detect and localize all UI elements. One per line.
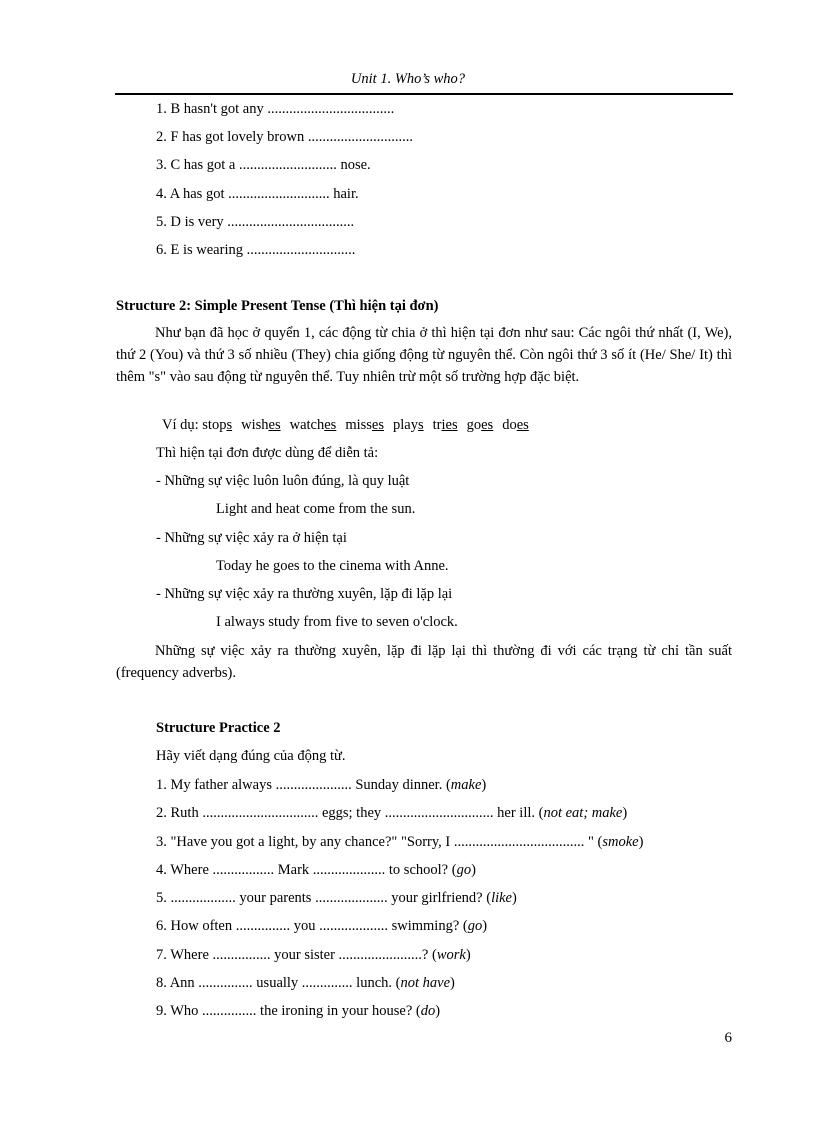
practice-instruction: Hãy viết dạng đúng của động từ.: [156, 748, 346, 764]
practice-item: 9. Who ............... the ironing in your house? (do): [156, 1003, 441, 1019]
practice-item: 4. Where ................. Mark .................... to school? (go): [156, 862, 476, 878]
practice-item: 6. How often ............... you ................... swimming? (go): [156, 918, 488, 934]
usage-intro: Thì hiện tại đơn được dùng để diễn tả:: [156, 445, 379, 461]
example-label: Ví dụ:: [162, 417, 199, 433]
example-words: [202, 417, 538, 433]
usage-rule: - Những sự việc luôn luôn đúng, là quy luật: [156, 473, 410, 489]
verb-hint: like: [491, 890, 512, 906]
running-header: Unit 1. Who’s who?: [350, 71, 466, 87]
exercise-item: 2. F has got lovely brown .............................: [156, 129, 413, 145]
intro-text: Như bạn đã học ở quyển 1, các động từ chia ở thì hiện tại đơn như sau: Các ngôi thứ nhất (I, We), thứ 2 (You) và thứ 3 số nhiều (They) chia giống động từ nguyên thể. Còn ngôi thứ 3 số ít (He/ She/ It) thì thêm "s" vào sau động từ nguyên thể. Tuy nhiên trừ một số trường hợp đặc biệt.: [116, 325, 732, 385]
practice-item: 5. .................. your parents .................... your girlfriend? (like): [156, 890, 517, 906]
example-word: tries: [432, 417, 458, 433]
exercise-item: 1. B hasn't got any ...................................: [156, 101, 395, 117]
usage-rule: - Những sự việc xảy ra ở hiện tại: [156, 530, 347, 546]
verb-hint: not eat; make: [543, 805, 623, 821]
exercise-item: 3. C has got a ........................... nose.: [156, 157, 371, 173]
verb-hint: make: [450, 777, 482, 793]
verb-hint: not have: [400, 975, 451, 991]
exercise-item: 5. D is very ...................................: [156, 214, 355, 230]
example-word: stops: [202, 417, 233, 433]
practice-item: 1. My father always ..................... Sunday dinner. (make): [156, 777, 487, 793]
example-word: does: [502, 417, 529, 433]
example-word: misses: [345, 417, 385, 433]
verb-hint: smoke: [602, 834, 639, 850]
example-word: goes: [466, 417, 494, 433]
frequency-paragraph: [116, 640, 732, 684]
practice-item: 7. Where ................ your sister .......................? (work): [156, 947, 471, 963]
practice-item: 3. "Have you got a light, by any chance?" "Sorry, I .................................... " (smoke): [156, 834, 644, 850]
verb-hint: work: [436, 947, 466, 963]
frequency-text: Những sự việc xảy ra thường xuyên, lặp đi lặp lại thì thường đi với các trạng từ chỉ tần suất (frequency adverbs).: [116, 643, 732, 681]
page-number: 6: [724, 1030, 732, 1046]
verb-hint: go: [467, 918, 483, 934]
usage-example: I always study from five to seven o'clock.: [216, 614, 458, 630]
example-word: watches: [289, 417, 337, 433]
practice-heading: Structure Practice 2: [156, 720, 281, 736]
verb-hint: go: [456, 862, 472, 878]
usage-example: Today he goes to the cinema with Anne.: [216, 558, 449, 574]
exercise-item: 4. A has got ............................ hair.: [156, 186, 359, 202]
example-word: plays: [393, 417, 424, 433]
intro-paragraph: [116, 322, 732, 388]
practice-item: 2. Ruth ................................ eggs; they .............................. her ill. (not eat; make): [156, 805, 628, 821]
verb-hint: do: [420, 1003, 436, 1019]
section-heading: Structure 2: Simple Present Tense (Thì hiện tại đơn): [116, 298, 439, 314]
usage-example: Light and heat come from the sun.: [216, 501, 416, 517]
example-word: wishes: [241, 417, 281, 433]
exercise-item: 6. E is wearing ..............................: [156, 242, 356, 258]
example-line: [162, 416, 538, 434]
practice-item: 8. Ann ............... usually .............. lunch. (not have): [156, 975, 455, 991]
header-rule: [115, 93, 733, 95]
usage-rule: - Những sự việc xảy ra thường xuyên, lặp đi lặp lại: [156, 586, 453, 602]
